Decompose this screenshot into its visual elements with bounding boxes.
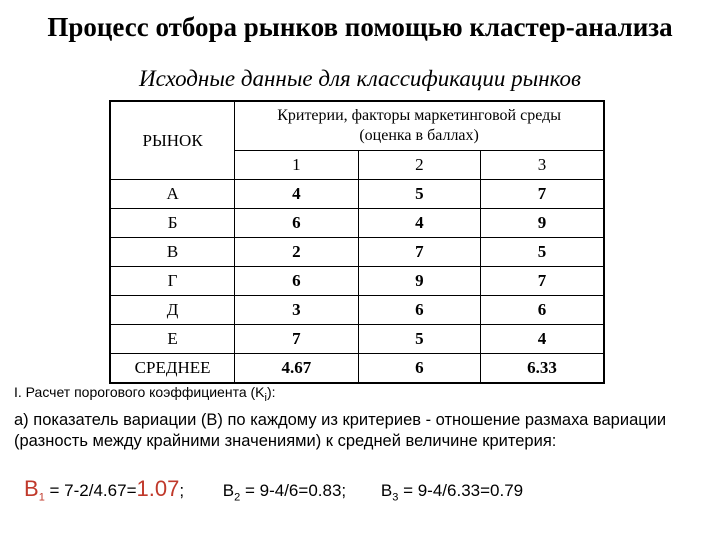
formula-expression: = 7-2/4.67= (44, 481, 137, 500)
formula-expression: = 9-4/6.33=0.79 (398, 481, 524, 500)
formula-b1 (24, 476, 184, 503)
score-cell: 4 (358, 209, 480, 238)
score-cell: 6 (235, 209, 358, 238)
score-cell: 4 (235, 180, 358, 209)
section-heading-text: I. Расчет порогового коэффициента (K (14, 384, 265, 400)
criteria-number: 1 (235, 151, 358, 180)
formula-b2 (223, 481, 346, 503)
table-row (110, 209, 604, 238)
formula-tail: ; (179, 481, 185, 500)
formula-symbol: B (380, 481, 393, 500)
average-row (110, 354, 604, 384)
table-row (110, 296, 604, 325)
average-cell: 4.67 (235, 354, 358, 384)
explanation-paragraph: а) показатель вариации (В) по каждому из критериев - отношение размаха вариации (разность между крайними значениями) к средней величине критерия: (14, 411, 667, 450)
formula-subscript: 3 (392, 491, 399, 504)
formula-expression: = 9-4/6=0.83; (240, 481, 347, 500)
table-row (110, 238, 604, 267)
score-cell: 4 (481, 325, 605, 354)
criteria-column-header (235, 101, 604, 151)
formula-subscript: 1 (38, 491, 45, 504)
market-name: Д (110, 296, 235, 325)
market-name: В (110, 238, 235, 267)
table-row (110, 325, 604, 354)
score-cell: 5 (358, 180, 480, 209)
table-caption: Исходные данные для классификации рынков (138, 66, 582, 91)
score-cell: 3 (235, 296, 358, 325)
formula-b3 (381, 481, 523, 503)
formulas-line (24, 476, 714, 503)
score-cell: 2 (235, 238, 358, 267)
score-cell: 7 (358, 238, 480, 267)
average-label: СРЕДНЕЕ (110, 354, 235, 384)
market-column-header: РЫНОК (110, 101, 235, 180)
market-name: А (110, 180, 235, 209)
criteria-header-line1: Критерии, факторы маркетинговой среды (277, 107, 561, 124)
formula-symbol: B (24, 476, 39, 501)
section-heading-end: ): (266, 384, 276, 400)
average-cell: 6.33 (481, 354, 605, 384)
score-cell: 9 (481, 209, 605, 238)
table-row (110, 180, 604, 209)
score-cell: 7 (235, 325, 358, 354)
table-header-row (110, 101, 604, 151)
market-name: Е (110, 325, 235, 354)
formula-subscript: 2 (234, 491, 241, 504)
section-heading (14, 384, 276, 404)
score-cell: 6 (481, 296, 605, 325)
market-name: Г (110, 267, 235, 296)
formula-result: 1.07 (136, 476, 180, 501)
score-cell: 5 (481, 238, 605, 267)
table-row (110, 267, 604, 296)
score-cell: 5 (358, 325, 480, 354)
section-heading-subscript: i (264, 391, 267, 404)
score-cell: 6 (358, 296, 480, 325)
score-cell: 6 (235, 267, 358, 296)
page-title: Процесс отбора рынков помощью кластер-анализа (47, 12, 673, 42)
criteria-number: 2 (358, 151, 480, 180)
formula-symbol: B (222, 481, 235, 500)
criteria-header-line2: (оценка в баллах) (359, 127, 479, 144)
criteria-number: 3 (481, 151, 605, 180)
markets-table (109, 100, 605, 384)
score-cell: 7 (481, 267, 605, 296)
score-cell: 7 (481, 180, 605, 209)
market-name: Б (110, 209, 235, 238)
score-cell: 9 (358, 267, 480, 296)
average-cell: 6 (358, 354, 480, 384)
